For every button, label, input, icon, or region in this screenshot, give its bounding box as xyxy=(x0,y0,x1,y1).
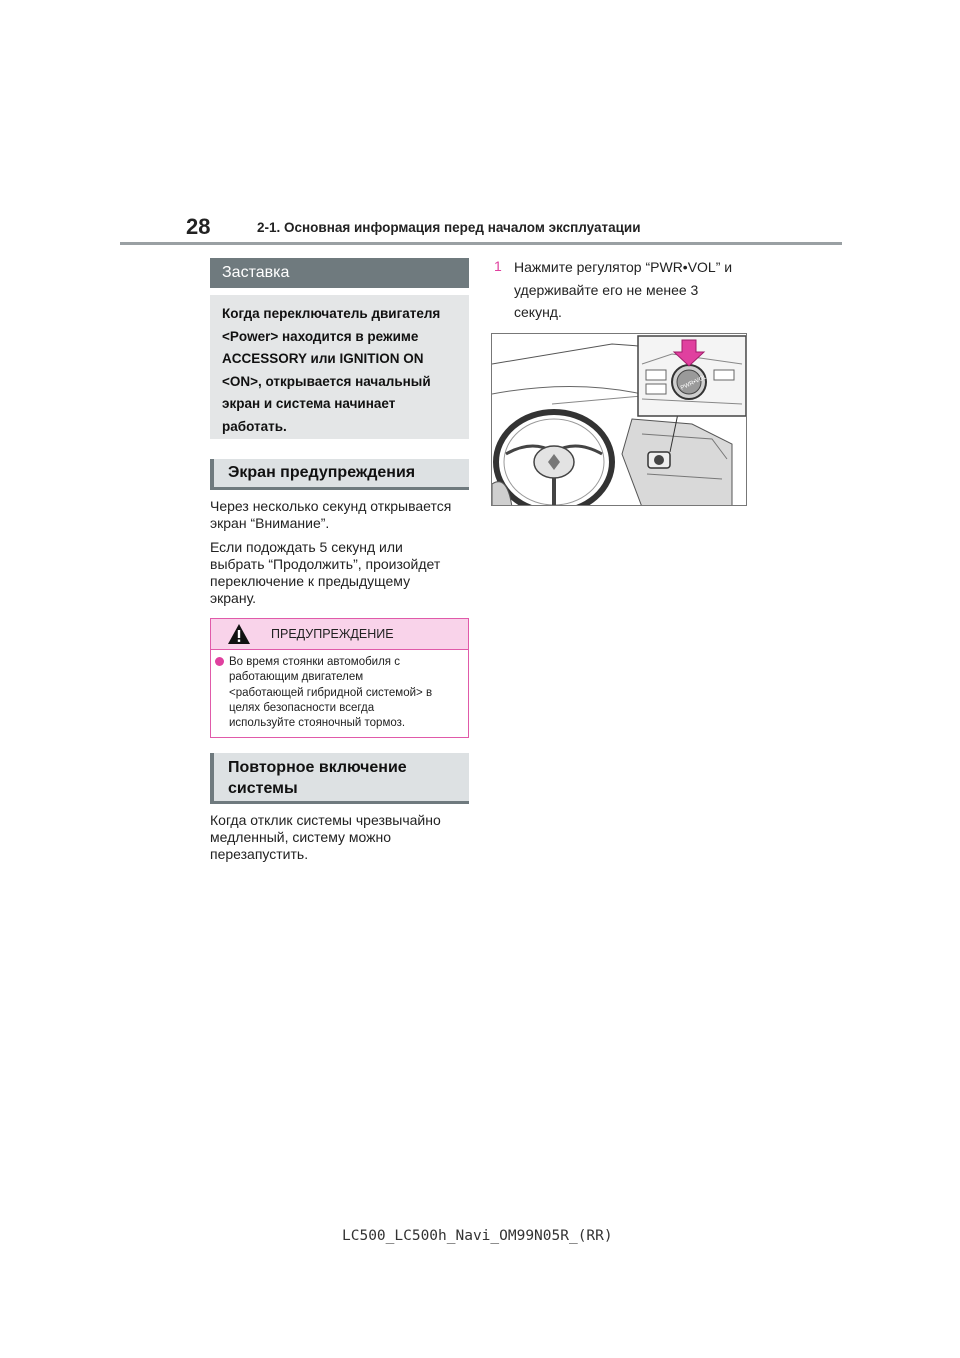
text-line: экран “Внимание”. xyxy=(210,515,330,531)
note-line: <Power> находится в режиме xyxy=(222,328,419,344)
warning-triangle-icon xyxy=(227,623,251,645)
text-line: Когда отклик системы чрезвычайно xyxy=(210,812,441,828)
text-line: экрану. xyxy=(210,590,257,606)
note-line: работать. xyxy=(222,418,287,434)
text-line: <работающей гибридной системой> в xyxy=(229,686,433,699)
text-line: перезапустить. xyxy=(210,846,309,862)
header-divider xyxy=(120,242,842,245)
section-title-warning-screen: Экран предупреждения xyxy=(210,459,469,490)
caution-text xyxy=(229,655,432,731)
text-line: секунд. xyxy=(514,304,562,320)
note-line: <ON>, открывается начальный xyxy=(222,373,431,389)
footer-document-code: LC500_LC500h_Navi_OM99N05R_(RR) xyxy=(342,1228,613,1244)
text-line: Через несколько секунд открывается xyxy=(210,498,452,514)
text-line: работающим двигателем xyxy=(229,671,364,684)
warning-screen-paragraph-2 xyxy=(210,539,440,607)
step-number: 1 xyxy=(494,258,502,274)
text-line: удерживайте его не менее 3 xyxy=(514,281,699,298)
text-line: медленный, систему можно xyxy=(210,829,392,845)
section-title-restart xyxy=(210,753,469,804)
warning-screen-paragraph-1 xyxy=(210,498,451,532)
note-line: ACCESSORY или IGNITION ON xyxy=(222,351,424,366)
note-line: экран и система начинает xyxy=(222,396,396,411)
title-line: Повторное включение xyxy=(228,759,407,776)
text-line: переключение к предыдущему xyxy=(210,573,411,589)
title-line: системы xyxy=(228,780,298,797)
text-line: Во время стоянки автомобиля с xyxy=(229,656,400,668)
caution-box xyxy=(210,618,469,738)
caution-header xyxy=(211,619,468,650)
bullet-icon xyxy=(215,657,224,666)
page-number: 28 xyxy=(186,214,211,239)
screensaver-note-box xyxy=(210,295,469,439)
knob-label: PWR•VOL xyxy=(679,374,708,392)
text-line: Нажмите регулятор “PWR•VOL” и xyxy=(514,259,733,275)
step-text xyxy=(514,256,732,324)
dashboard-drawing xyxy=(492,334,747,506)
section-title-screensaver: Заставка xyxy=(210,258,469,288)
note-line: Когда переключатель двигателя xyxy=(222,306,441,321)
text-line: целях безопасности всегда xyxy=(229,701,375,714)
caution-title: ПРЕДУПРЕЖДЕНИЕ xyxy=(271,627,394,641)
text-line: выбрать “Продолжить”, произойдет xyxy=(210,556,441,572)
text-line: используйте стояночный тормоз. xyxy=(229,717,406,730)
chapter-title: 2-1. Основная информация перед началом эксплуатации xyxy=(257,220,641,235)
restart-paragraph xyxy=(210,812,441,863)
text-line: Если подождать 5 секунд или xyxy=(210,539,403,555)
dashboard-illustration xyxy=(491,333,747,506)
